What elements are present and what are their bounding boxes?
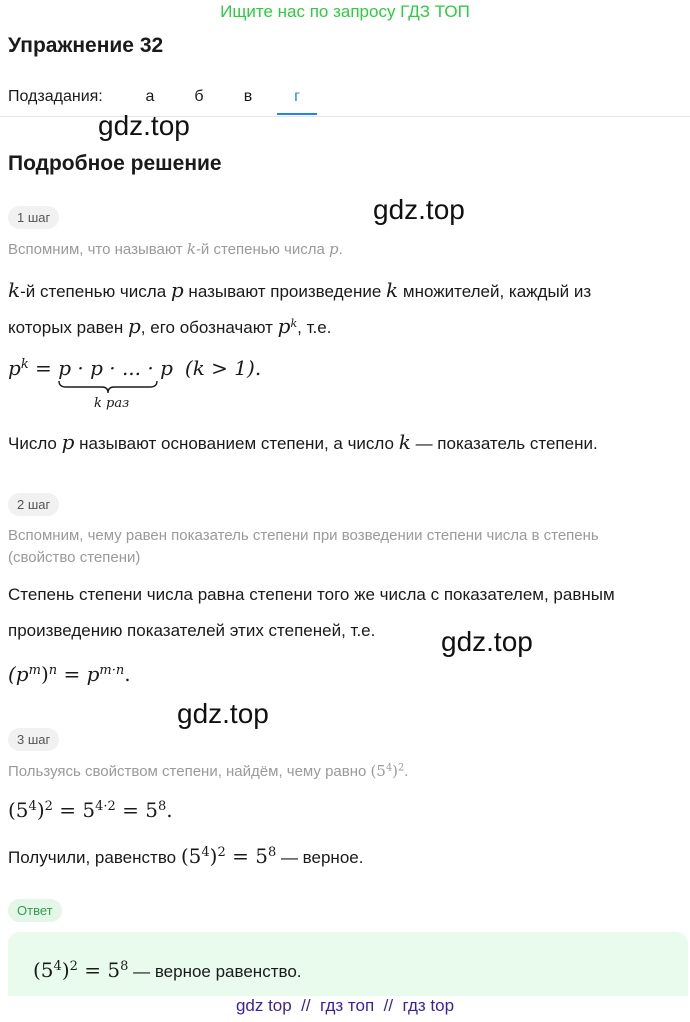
formula-calculation: $(5^4)^2 = 5^{4\cdot 2} = 5^8$. (8, 798, 173, 822)
step-badge: 1 шаг (8, 206, 59, 229)
answer-text: $(5^4)^2 = 5^8$ — верное равенство. (33, 958, 302, 982)
watermark: gdz.top (177, 698, 269, 729)
tab-subtask-b[interactable]: б (194, 88, 204, 105)
watermark: gdz.top (441, 626, 533, 657)
tab-subtask-v[interactable]: в (243, 88, 253, 105)
step-text: которых равен p, его обозначают $p^k$, т.е. (8, 314, 332, 338)
step-text: k-й степенью числа p называют произведение k множителей, каждый из (8, 278, 592, 302)
step-hint: Пользуясь свойством степени, найдём, чему равно $(5^4)^2$. (8, 762, 409, 780)
formula-power-of-power: $(p^m)^n = p^{m\cdot n}$. (8, 662, 131, 686)
step-badge: 3 шаг (8, 728, 59, 751)
step-text: произведению показателей этих степеней, т.е. (8, 621, 376, 640)
subtasks-label: Подзадания: (8, 88, 103, 105)
footer-links[interactable]: gdz top // гдз топ // гдз top (235, 996, 455, 1015)
tab-subtask-g[interactable]: г (294, 88, 300, 105)
promo-banner[interactable]: Ищите нас по запросу ГДЗ ТОП (220, 2, 470, 21)
step-badge: 2 шаг (8, 493, 59, 516)
page-title: Упражнение 32 (8, 34, 164, 57)
step-text: Степень степени числа равна степени того же числа с показателем, равным (8, 585, 615, 604)
tab-subtask-a[interactable]: а (145, 88, 155, 105)
step-hint: (свойство степени) (8, 549, 141, 566)
step-text: Получили, равенство $(5^4)^2 = 5^8$ — верное. (8, 844, 364, 868)
watermark: gdz.top (373, 194, 465, 225)
step-hint: Вспомним, что называют k-й степенью числа p. (8, 240, 343, 258)
formula-power-definition: $p^k = p \cdot p$ · ... · p (k > 1). (8, 356, 262, 380)
answer-badge: Ответ (8, 899, 62, 922)
active-tab-indicator (277, 113, 317, 115)
step-hint: Вспомним, чему равен показатель степени при возведении степени числа в степень (8, 527, 599, 544)
underbrace-label: k раз (94, 396, 130, 411)
underbrace (58, 380, 158, 394)
watermark: gdz.top (98, 110, 190, 141)
step-text: Число p называют основанием степени, а число k — показатель степени. (8, 430, 598, 454)
section-title: Подробное решение (8, 152, 222, 175)
